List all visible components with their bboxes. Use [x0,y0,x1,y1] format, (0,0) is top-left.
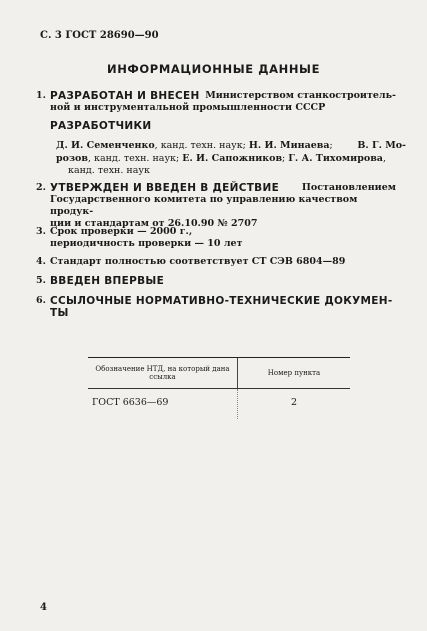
section-6-heading-line2: ТЫ [50,307,69,319]
section-1-heading: РАЗРАБОТАН И ВНЕСЕН [50,90,200,102]
section-5-heading: ВВЕДЕН ВПЕРВЫЕ [50,275,165,287]
developer-3-degree: , канд. техн. наук; [87,152,183,164]
section-3-number: 3. [36,226,46,237]
developers-heading: РАЗРАБОТЧИКИ [50,120,152,132]
section-5-number: 5. [36,275,46,286]
section-2-text-line2: Государственного комитета по управлению качеством продук- [50,194,358,217]
section-4-text: Стандарт полностью соответствует СТ СЭВ 6804—89 [50,256,346,267]
developer-2-sep: ; [329,140,333,151]
developer-5-name: Г. А. Тихомирова [288,152,383,164]
section-1-text-line2: ной и инструментальной промышленности СССР [50,102,326,113]
table-row [88,389,350,419]
section-4-number: 4. [36,256,46,267]
section-6 [36,295,396,319]
developer-5-degree-b: канд. техн. наук [68,165,150,176]
table-header-clause: Номер пункта [267,368,321,377]
developer-4-name: Е. И. Сапожников [182,152,283,164]
table-cell-doc: ГОСТ 6636—69 [88,389,238,419]
developers-list [56,140,406,178]
section-1-text-line1: Министерством станкостроитель- [205,90,396,101]
reference-table [88,357,350,419]
developer-2-name: Н. И. Минаева [248,140,330,151]
page-header: С. 3 ГОСТ 28690—90 [40,30,159,41]
section-4 [36,256,396,268]
section-1-number: 1. [36,90,46,101]
section-1 [36,90,396,114]
section-6-heading-line1: ССЫЛОЧНЫЕ НОРМАТИВНО-ТЕХНИЧЕСКИЕ ДОКУМЕН- [50,295,393,307]
section-2-text-line1: Постановлением [301,182,396,193]
developer-3-name-part1: В. Г. Мо- [357,140,406,151]
section-2-number: 2. [36,182,46,193]
section-2 [36,182,396,230]
page-number: 4 [40,602,47,613]
developer-3-name-part2: розов [56,152,88,164]
page-title: ИНФОРМАЦИОННЫЕ ДАННЫЕ [106,62,321,76]
developer-4-sep: ; [282,152,289,164]
section-3-text-line1: Срок проверки — 2000 г., [50,226,193,237]
table-header-doc: Обозначение НТД, на который дана ссылка [88,358,238,388]
section-6-number: 6. [36,295,46,306]
section-3-text-line2: периодичность проверки — 10 лет [50,238,243,249]
section-2-heading: УТВЕРЖДЕН И ВВЕДЕН В ДЕЙСТВИЕ [50,182,280,194]
table-cell-clause: 2 [290,397,298,408]
developer-5-degree-a: , [382,152,386,164]
table-header-row [88,358,350,388]
section-3 [36,226,396,250]
developer-1-degree: , канд. техн. наук; [154,140,249,151]
section-2-text-line3: ции и стандартам от 26.10.90 № 2707 [50,218,258,229]
developer-1-name: Д. И. Семенченко [56,140,155,151]
section-5 [36,275,396,287]
